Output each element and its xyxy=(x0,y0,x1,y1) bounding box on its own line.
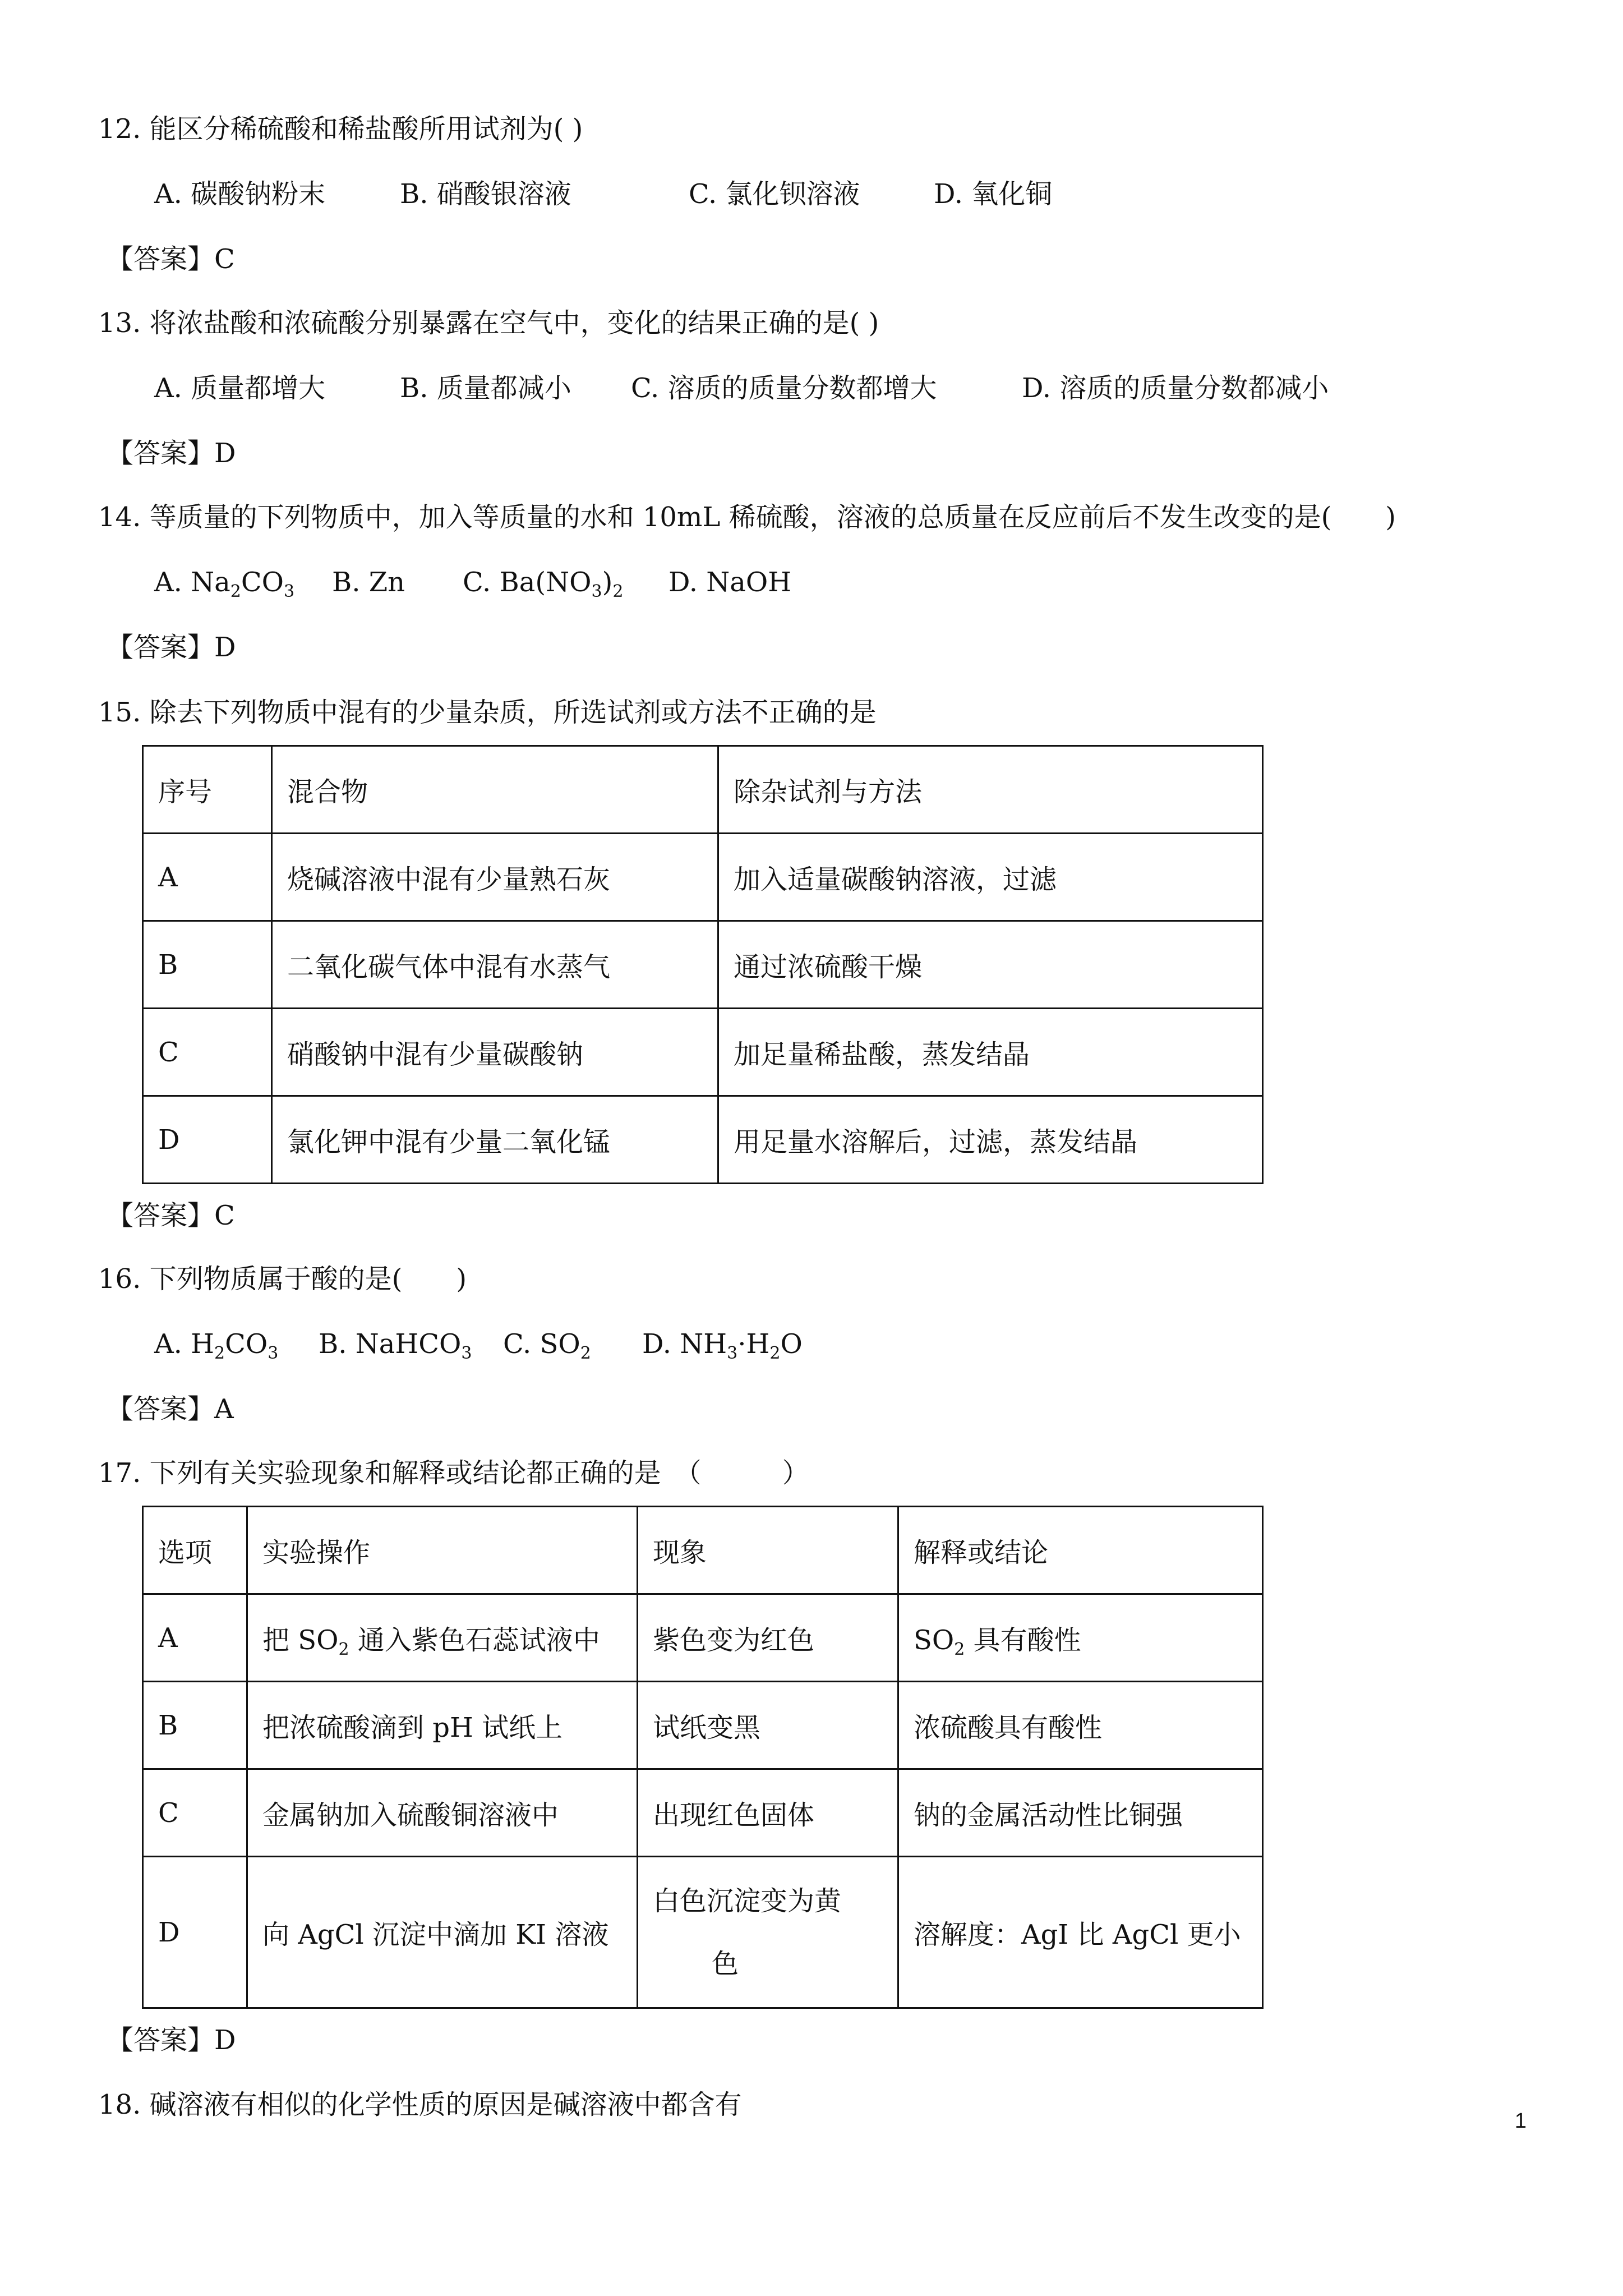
question-15-table xyxy=(142,745,1264,1184)
table-cell: D xyxy=(143,1096,272,1184)
table-cell: 溶解度：AgI 比 AgCl 更小 xyxy=(898,1857,1263,2008)
header-cell: 选项 xyxy=(143,1507,247,1594)
table-cell: 向 AgCl 沉淀中滴加 KI 溶液 xyxy=(247,1857,638,2008)
table-cell: 硝酸钠中混有少量碳酸钠 xyxy=(272,1009,718,1096)
question-12-stem: 12. 能区分稀硫酸和稀盐酸所用试剂为( ) xyxy=(98,113,583,145)
table-cell: A xyxy=(143,1594,247,1682)
answer-17: 【答案】D xyxy=(107,2024,236,2056)
answer-12: 【答案】C xyxy=(107,243,235,275)
option-c: C. 氯化钡溶液 xyxy=(689,178,860,210)
table-row xyxy=(143,1009,1263,1096)
table-cell: 把浓硫酸滴到 pH 试纸上 xyxy=(247,1682,638,1769)
table-cell: 加入适量碳酸钠溶液，过滤 xyxy=(718,834,1263,921)
header-cell: 序号 xyxy=(143,746,272,834)
table-cell: 烧碱溶液中混有少量熟石灰 xyxy=(272,834,718,921)
table-cell: 钠的金属活动性比铜强 xyxy=(898,1769,1263,1857)
table-cell: 加足量稀盐酸，蒸发结晶 xyxy=(718,1009,1263,1096)
question-15-stem: 15. 除去下列物质中混有的少量杂质，所选试剂或方法不正确的是 xyxy=(98,697,877,728)
option-b: B. NaHCO$_3$ xyxy=(319,1328,472,1363)
answer-13: 【答案】D xyxy=(107,438,236,469)
table-row xyxy=(143,1594,1263,1682)
option-b: B. 硝酸银溶液 xyxy=(400,178,571,210)
option-a: A. $Na_2CO_3$ xyxy=(154,567,295,601)
table-cell: 氯化钾中混有少量二氧化锰 xyxy=(272,1096,718,1184)
phenomenon-line-1: 白色沉淀变为黄 xyxy=(653,1885,842,1917)
question-18-stem: 18. 碱溶液有相似的化学性质的原因是碱溶液中都含有 xyxy=(98,2089,742,2120)
question-16-stem: 16. 下列物质属于酸的是( ) xyxy=(98,1263,467,1295)
answer-14: 【答案】D xyxy=(107,632,236,663)
question-17-stem: 17. 下列有关实验现象和解释或结论都正确的是 （ ） xyxy=(98,1457,809,1489)
table-row xyxy=(143,1857,1263,2008)
table-cell: 用足量水溶解后，过滤，蒸发结晶 xyxy=(718,1096,1263,1184)
header-cell: 混合物 xyxy=(272,746,718,834)
option-c: C. $Ba(NO_3)_2$ xyxy=(463,567,624,601)
header-cell: 除杂试剂与方法 xyxy=(718,746,1263,834)
question-14-stem: 14. 等质量的下列物质中，加入等质量的水和 10mL 稀硫酸，溶液的总质量在反应前后不发生改变的是( ) xyxy=(98,501,1396,533)
table-cell: 浓硫酸具有酸性 xyxy=(898,1682,1263,1769)
option-d: D. 氧化铜 xyxy=(934,178,1053,210)
option-b: B. Zn xyxy=(332,567,405,598)
table-header-row xyxy=(143,1507,1263,1594)
table-row xyxy=(143,921,1263,1009)
table-cell: 试纸变黑 xyxy=(638,1682,898,1769)
option-a: A. 质量都增大 xyxy=(154,372,326,404)
header-cell: 现象 xyxy=(638,1507,898,1594)
option-d: D. 溶质的质量分数都减小 xyxy=(1022,372,1329,404)
table-row xyxy=(143,1096,1263,1184)
table-cell: 二氧化碳气体中混有水蒸气 xyxy=(272,921,718,1009)
option-b: B. 质量都减小 xyxy=(400,372,571,404)
option-d: D. $NH_3\cdot H_2O$ xyxy=(642,1328,803,1363)
table-cell: A xyxy=(143,834,272,921)
table-cell: 金属钠加入硫酸铜溶液中 xyxy=(247,1769,638,1857)
question-17-table xyxy=(142,1506,1264,2009)
answer-16: 【答案】A xyxy=(107,1393,234,1425)
option-a: A. $H_2CO_3$ xyxy=(154,1328,279,1363)
table-cell xyxy=(638,1857,898,2008)
table-cell: B xyxy=(143,921,272,1009)
table-cell: C xyxy=(143,1769,247,1857)
table-cell: $SO_2$ 具有酸性 xyxy=(898,1594,1263,1682)
option-c: C. $SO_2$ xyxy=(503,1328,591,1363)
table-header-row xyxy=(143,746,1263,834)
phenomenon-line-2: 色 xyxy=(712,1948,739,1980)
table-row xyxy=(143,1682,1263,1769)
table-cell: 把 $SO_2$ 通入紫色石蕊试液中 xyxy=(247,1594,638,1682)
table-row xyxy=(143,834,1263,921)
answer-15: 【答案】C xyxy=(107,1200,235,1231)
question-13-stem: 13. 将浓盐酸和浓硫酸分别暴露在空气中，变化的结果正确的是( ) xyxy=(98,307,879,339)
option-a: A. 碳酸钠粉末 xyxy=(154,178,326,210)
table-cell: D xyxy=(143,1857,247,2008)
option-c: C. 溶质的质量分数都增大 xyxy=(631,372,937,404)
table-row xyxy=(143,1769,1263,1857)
header-cell: 实验操作 xyxy=(247,1507,638,1594)
table-cell: B xyxy=(143,1682,247,1769)
table-cell: 出现红色固体 xyxy=(638,1769,898,1857)
table-cell: 通过浓硫酸干燥 xyxy=(718,921,1263,1009)
header-cell: 解释或结论 xyxy=(898,1507,1263,1594)
table-cell: C xyxy=(143,1009,272,1096)
option-d: D. NaOH xyxy=(668,567,792,598)
page-number: 1 xyxy=(1514,2109,1527,2133)
table-cell: 紫色变为红色 xyxy=(638,1594,898,1682)
